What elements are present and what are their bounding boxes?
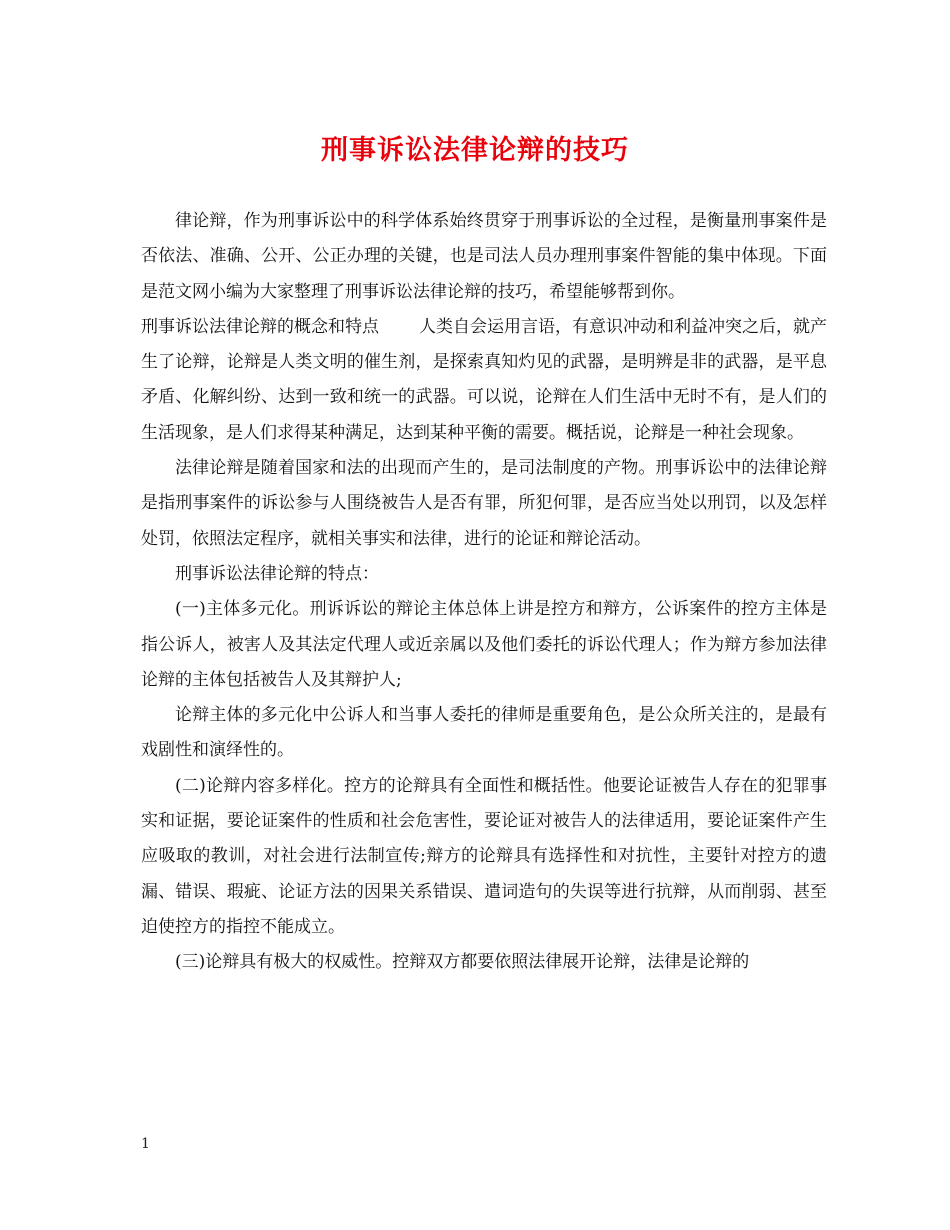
section-lead-text: 人类自会运用言语，有意识冲动和利益冲突之 [419,316,759,337]
section-heading: 刑事诉讼法律论辩的概念和特点 [141,316,379,337]
paragraph-features-heading: 刑事诉讼法律论辩的特点： [175,563,379,584]
paragraph-feature-two: (二)论辩内容多样化。控方的论辩具有全面性和概括性。他要论证被告人存在的犯罪事实和证据，要论证案件的性质和社会危害性，要论证对被告人的法律适用，要论证案件产生应吸取的教训，对社会进行法制宣传;辩方的论辩具有选择性和对抗性，主要针对控方的遗漏、错误、瑕疵、论证方法的因果关系错误、遣词造句的失误等进行抗辩，从而削弱、甚至迫使控方的指控不能成立。 [141,775,827,937]
paragraph-feature-one: (一)主体多元化。刑诉诉讼的辩论主体总体上讲是控方和辩方，公诉案件的控方主体是指公诉人，被害人及其法定代理人或近亲属以及他们委托的诉讼代理人；作为辩方参加法律论辩的主体包括被告人及其辩护人; [141,599,827,690]
section-continuation: 后，就产生了论辩，论辩是人类文明的催生剂，是探索真知灼见的武器，是明辨是非的武器，是平息矛盾、化解纠纷、达到一致和统一的武器。可以说，论辩在人们生活中无时不有，是人们的生活现象，是人们求得某种满足，达到某种平衡的需要。概括说，论辩是一种社会现象。 [141,316,827,443]
paragraph-feature-one-note: 论辩主体的多元化中公诉人和当事人委托的律师是重要角色，是公众所关注的，是最有戏剧性和演绎性的。 [141,705,827,761]
paragraph-intro: 律论辩，作为刑事诉讼中的科学体系始终贯穿于刑事诉讼的全过程，是衡量刑事案件是否依法、准确、公开、公正办理的关键，也是司法人员办理刑事案件智能的集中体现。下面是范文网小编为大家整理了刑事诉讼法律论辩的技巧，希望能够帮到你。 [141,211,827,302]
page-number: 1 [141,1136,150,1152]
paragraph-section-start [141,310,827,451]
document-body [141,204,827,981]
paragraph-feature-three: (三)论辩具有极大的权威性。控辩双方都要依照法律展开论辩，法律是论辩的 [175,952,750,973]
document-title: 刑事诉讼法律论辩的技巧 [321,135,629,166]
paragraph-legal-debate: 法律论辩是随着国家和法的出现而产生的，是司法制度的产物。刑事诉讼中的法律论辩是指刑事案件的诉讼参与人围绕被告人是否有罪，所犯何罪，是否应当处以刑罚，以及怎样处罚，依照法定程序，就相关事实和法律，进行的论证和辩论活动。 [141,458,827,549]
